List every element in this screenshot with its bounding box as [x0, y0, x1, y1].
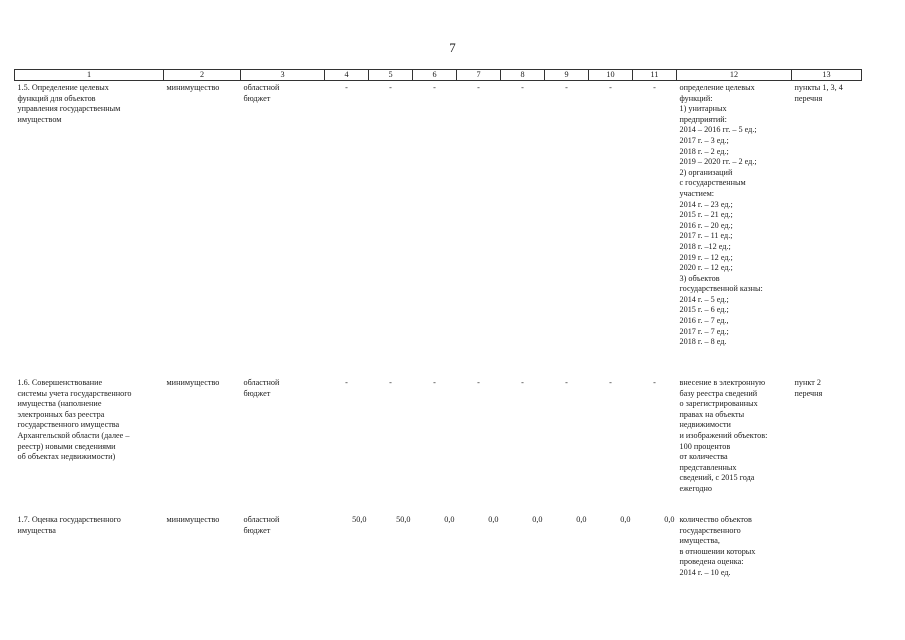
header-cell: 4: [325, 70, 369, 81]
value-cell: 0,0: [576, 515, 587, 524]
executor: минимущество: [166, 515, 220, 524]
value-cell: 50,0: [352, 515, 367, 524]
executor: минимущество: [166, 378, 220, 387]
header-cell: 11: [633, 70, 677, 81]
header-cell: 13: [792, 70, 862, 81]
header-cell: 1: [15, 70, 164, 81]
value-cell: 0,0: [444, 515, 455, 524]
value-cell: -: [433, 83, 436, 92]
funding-source: областной бюджет: [243, 83, 280, 103]
header-cell: 2: [164, 70, 241, 81]
value-cell: 50,0: [396, 515, 411, 524]
list-link: пункт 2 перечня: [794, 378, 823, 398]
target-indicator: определение целевых функций: 1) унитарных предприятий: 2014 – 2016 гг. – 5 ед.; 2017 г. – 3 ед.; 2018 г. – 2 ед.; 2019 – 2020 гг. – 2 ед.; 2) организаций с государственным участием: 2014 г. – 23 ед.; 2015 г. – 21 ед.; 2016 г. – 20 ед.; 2017 г. – 11 ед.; 2018 г. –12 ед.; 2019 г. – 12 ед.; 2020 г. – 12 ед.; 3) объектов государственной казны: 2014 г. – 5 ед.; 2015 г. – 6 ед.; 2016 г. – 7 ед., 2017 г. – 7 ед.; 2018 г. – 8 ед.: [679, 83, 763, 347]
value-cell: -: [345, 83, 348, 92]
table-row: [15, 376, 862, 513]
list-link: пункты 1, 3, 4 перечня: [794, 83, 843, 103]
header-cell: 6: [413, 70, 457, 81]
page-number: 7: [449, 40, 456, 55]
header-cell: 3: [241, 70, 325, 81]
value-cell: -: [565, 378, 568, 387]
target-indicator: внесение в электронную базу реестра сведений о зарегистрированных правах на объекты недвижимости и изображений объектов: 100 процентов от количества представленных сведений, с 2015 года ежегодно: [679, 378, 768, 493]
value-cell: -: [653, 378, 656, 387]
table-row: [15, 81, 862, 377]
value-cell: -: [389, 83, 392, 92]
list-link: [792, 513, 862, 579]
measure-name: 1.7. Оценка государственного имущества: [17, 515, 121, 535]
header-cell: 5: [369, 70, 413, 81]
measure-name: 1.6. Совершенствование системы учета государственного имущества (наполнение электронных баз реестра государственного имущества Архангельской области (далее – реестр) новыми сведениями об объектах недвижимости): [17, 378, 132, 462]
value-cell: 0,0: [532, 515, 543, 524]
value-cell: -: [521, 378, 524, 387]
value-cell: -: [609, 378, 612, 387]
value-cell: 0,0: [620, 515, 631, 524]
header-cell: 9: [545, 70, 589, 81]
value-cell: -: [609, 83, 612, 92]
value-cell: -: [433, 378, 436, 387]
header-row: [15, 70, 862, 81]
value-cell: -: [653, 83, 656, 92]
program-table: [14, 69, 862, 579]
value-cell: 0,0: [664, 515, 675, 524]
executor: минимущество: [166, 83, 220, 92]
value-cell: -: [477, 83, 480, 92]
funding-source: областной бюджет: [243, 378, 280, 398]
measure-name: 1.5. Определение целевых функций для объектов управления государственным имуществом: [17, 83, 121, 124]
header-cell: 8: [501, 70, 545, 81]
funding-source: областной бюджет: [243, 515, 280, 535]
table-row: [15, 513, 862, 579]
header-cell: 12: [677, 70, 792, 81]
value-cell: -: [521, 83, 524, 92]
value-cell: -: [389, 378, 392, 387]
value-cell: -: [477, 378, 480, 387]
value-cell: 0,0: [488, 515, 499, 524]
header-cell: 10: [589, 70, 633, 81]
value-cell: -: [565, 83, 568, 92]
target-indicator: количество объектов государственного имущества, в отношении которых проведена оценка: 2014 г. – 10 ед.: [679, 515, 756, 577]
value-cell: -: [345, 378, 348, 387]
header-cell: 7: [457, 70, 501, 81]
